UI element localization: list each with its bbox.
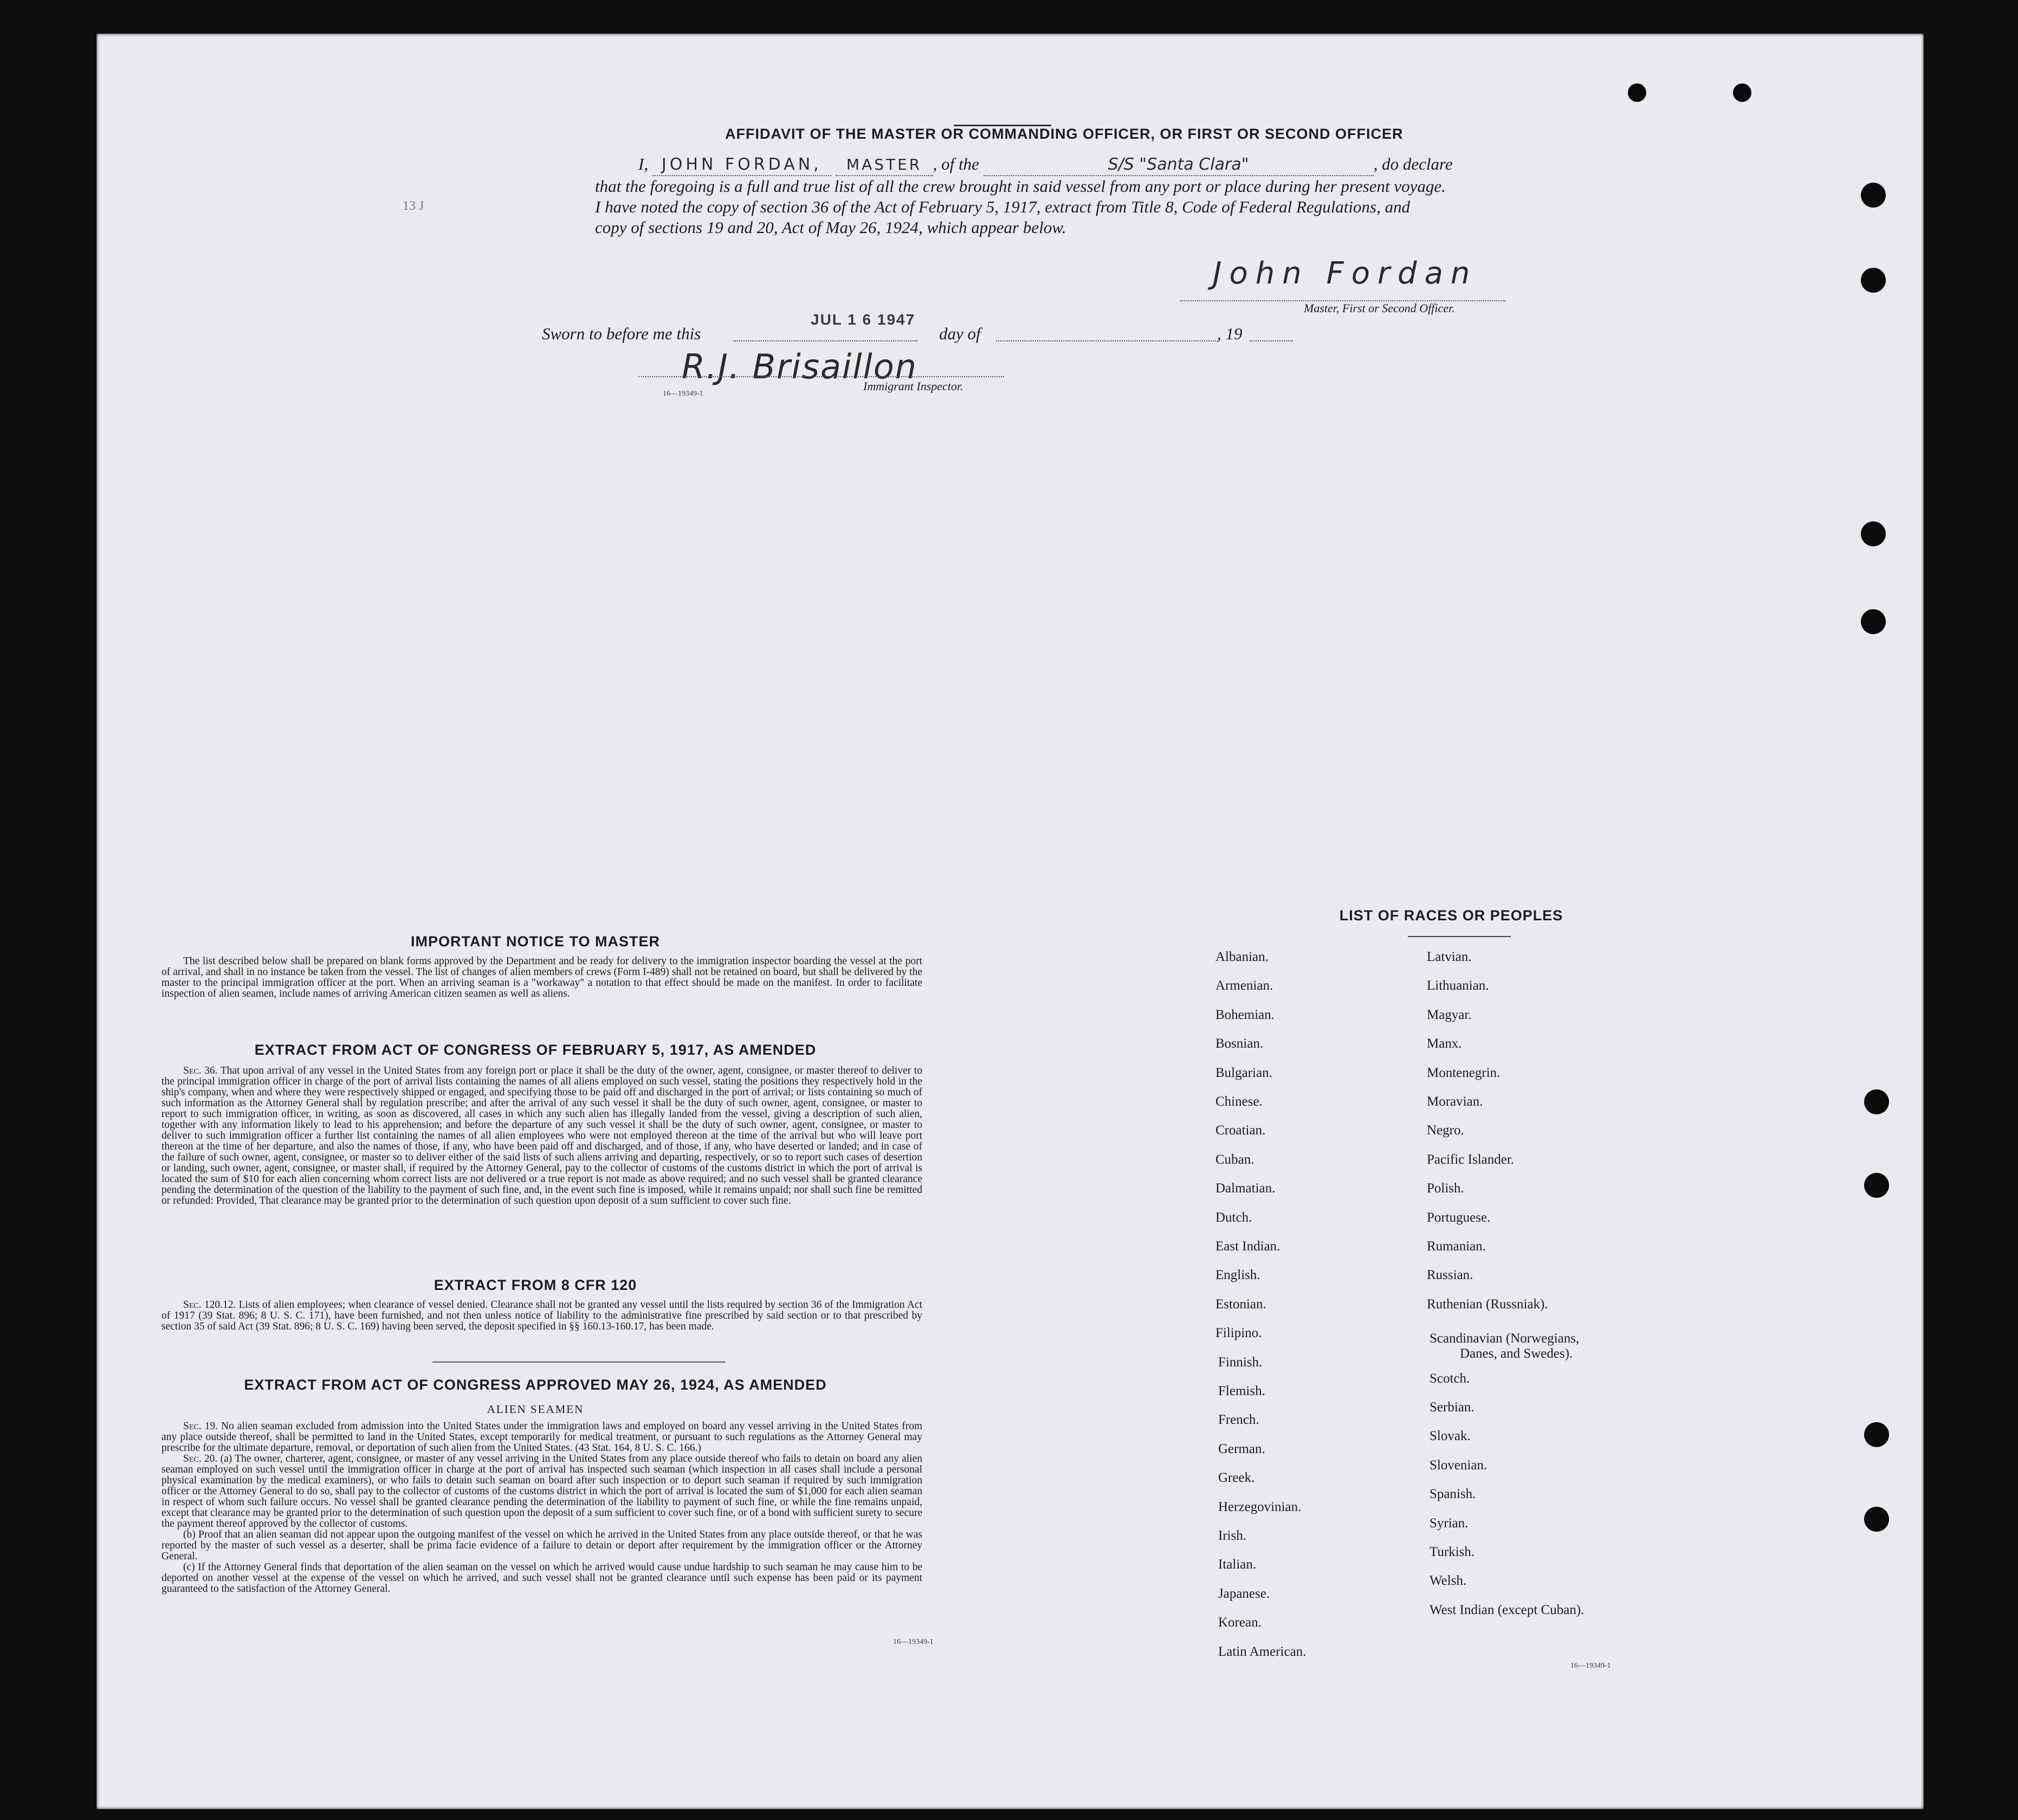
section-36-body: That upon arrival of any vessel in the United States from any foreign port or place it shall be the duty of the owner, agent, consignee, or master thereof to deliver to the principal immigration officer in charge of the port of arrival lists containing the names of all aliens employed on such vessel, stating the positions they respectively hold in the ship's company, when and where they were respectively shipped or engaged, and specifying those to be paid off and discharged in the port of arrival; or lists containing so much of such information as the Attorney General shall by regulation prescribe; and after the arrival of any such vessel it shall be the duty of such owner, agent, consignee, or master to report to such immigration officer, in writing, as soon as discovered, all cases in which any such alien has illegally landed from the vessel, giving a description of such alien, together with any information likely to lead to his apprehension; and before the departure of any such vessel it shall be the duty of such owner, agent, consignee, or master to deliver to such immigration officer a further list containing the names of all alien employees who were not employed thereon at the time of the arrival but who will leave port thereon at the time of her departure, and also the names of those, if any, who have been paid off and discharged, and of those, if any, who have deserted or landed; and in case of the failure of such owner, agent, consignee, or master so to deliver either of the said lists of such aliens arriving and departing, respectively, or so to report such cases of desertion or landing, such owner, agent, consignee, or master shall, if required by the Attorney General, pay to the collector of customs of the customs district in which the port of arrival is located the sum of $10 for each alien concerning whom correct lists are not delivered or a true report is not made as above required; and no such vessel shall be granted clearance pending the determination of the question of the liability to the payment of such fine, and, in the event such fine is imposed, while it remains unpaid; nor shall such fine be remitted or refunded: Provided, That clearance may be granted prior to the determination of such question upon deposit of a sum sufficient to cover such fine. [161,1065,922,1206]
race-item: Armenian. [1215,978,1273,993]
race-item: Scotch. [1430,1371,1470,1386]
punch-hole [1628,83,1646,102]
race-item: German. [1218,1441,1265,1456]
race-item: Cuban. [1215,1152,1254,1167]
section-120-body: Lists of alien employees; when clearance of vessel denied. Clearance shall not be granted any vessel until the lists required by section 36 of the Immigration Act of 1917 (39 Stat. 896; 8 U. S. C. 171), have been furnished, and not then unless notice of liability to the administrative fine prescribed by said section or to that prescribed by section 35 of said Act (39 Stat. 896; 8 U. S. C. 169) having been served, the deposit specified in §§ 160.13-160.17, has been made. [161,1299,922,1332]
race-item: Herzegovinian. [1218,1499,1302,1514]
master-signature: John Fordan [1213,256,1478,291]
punch-hole [1861,183,1886,208]
document-page [96,34,1924,1809]
extract-1924-text [161,1421,922,1595]
race-item: Irish. [1218,1528,1247,1543]
affidavit-line-4: copy of sections 19 and 20, Act of May 26, 1924, which appear below. [595,218,1066,237]
inspector-caption: Immigrant Inspector. [863,379,963,393]
race-item: West Indian (except Cuban). [1430,1602,1584,1617]
of-the-label: , of the [933,154,979,173]
section-120-label: Sec. 120.12. [183,1299,236,1311]
do-declare-label: , do declare [1373,154,1453,173]
section-20-label: Sec. 20. [183,1453,218,1464]
punch-hole [1864,1089,1889,1114]
race-item: Scandinavian (Norwegians, [1430,1331,1580,1346]
notice-title: IMPORTANT NOTICE TO MASTER [411,933,660,950]
notice-body: The list described below shall be prepared on blank forms approved by the Department and be ready for delivery to the immigration inspector boarding the vessel at the port of arrival, and shall in no instance be taken from the vessel. The list of changes of alien members of crews (Form I-489) shall not be retained on board, but shall be delivered by the master to the principal immigration officer at the port. When an arriving seaman is a "workaway" a notation to that effect should be made on the manifest. In order to facilitate inspection of alien seamen, include names of arriving American citizen seamen as well as aliens. [161,956,922,999]
affidavit-body [595,154,1608,238]
race-item: East Indian. [1215,1239,1280,1254]
inspector-signature-line [638,376,1004,377]
punch-hole [1861,609,1886,634]
margin-mark: 13 J [403,199,424,213]
race-item: Pacific Islander. [1427,1152,1515,1167]
section-20b-body: (b) Proof that an alien seaman did not appear upon the outgoing manifest of the vessel on which he arrived in the United States from any place outside thereof, or that he was reported by the master of such vessel as a deserter, shall be prima facie evidence of a failure to detain or deport after requirement by the immigration officer or the Attorney General. [161,1529,922,1562]
race-item: Greek. [1218,1470,1255,1486]
vessel-field: S/S "Santa Clara" [984,154,1374,176]
race-item: Serbian. [1430,1400,1474,1415]
year-line [1250,340,1293,341]
race-item: Slovenian. [1430,1457,1487,1473]
race-item: Latvian. [1427,950,1472,964]
affidavit-line-2: that the foregoing is a full and true list of all the crew brought in said vessel from any port or place during her present voyage. [595,177,1446,196]
sworn-date-line [733,340,917,341]
notice-text [161,956,922,999]
race-item: Russian. [1427,1268,1473,1283]
race-item: Bulgarian. [1215,1065,1272,1080]
race-item: Korean. [1218,1615,1262,1630]
punch-hole [1864,1422,1889,1447]
race-item: French. [1218,1412,1259,1428]
race-item: Lithuanian. [1427,978,1489,993]
race-item: Filipino. [1215,1326,1262,1341]
race-item: Spanish. [1430,1487,1476,1502]
race-item: Ruthenian (Russniak). [1427,1296,1548,1312]
race-item: Estonian. [1215,1296,1266,1312]
race-item: English. [1215,1268,1260,1283]
race-item: Flemish. [1218,1384,1265,1398]
extract-1917-text [161,1066,922,1206]
race-item: Finnish. [1218,1354,1263,1370]
punch-hole [1864,1173,1889,1198]
extract-cfr-title: EXTRACT FROM 8 CFR 120 [434,1277,637,1293]
sworn-label: Sworn to before me this [542,324,701,343]
section-20c-body: (c) If the Attorney General finds that deportation of the alien seaman on the vessel on which he arrived would cause undue hardship to such seaman he may cause him to be deported on another vessel at the expense of the vessel on which he arrived, and such vessel shall not be granted clearance until such expense has been paid or its payment guaranteed to the satisfaction of the Attorney General. [161,1561,922,1595]
race-item: Japanese. [1218,1586,1270,1601]
race-item: Chinese. [1215,1094,1263,1109]
race-item: Bosnian. [1215,1036,1264,1051]
race-item: Bohemian. [1215,1007,1275,1022]
punch-hole [1861,521,1886,546]
section-divider [432,1361,725,1363]
races-form-number: 16—19349-1 [1570,1662,1611,1670]
race-item: Moravian. [1427,1094,1483,1109]
race-item: Turkish. [1430,1545,1475,1559]
section-19-body: No alien seaman excluded from admission into the United States under the immigration laws and employed on board any vessel arriving in the United States from any place outside thereof, shall be permitted to land in the United States, except temporarily for medical treatment, or pursuant to such regulations as the Attorney General may prescribe for the ultimate departure, removal, or deportation of such alien from the United States. (43 Stat. 164, 8 U. S. C. 166.) [161,1421,923,1454]
race-item: Albanian. [1215,950,1269,964]
race-item: Portuguese. [1427,1210,1491,1225]
extract-1924-title: EXTRACT FROM ACT OF CONGRESS APPROVED MAY 26, 1924, AS AMENDED [244,1377,827,1393]
affidavit-title: AFFIDAVIT OF THE MASTER OR COMMANDING OFFICER, OR FIRST OR SECOND OFFICER [725,126,1403,142]
race-item: Italian. [1218,1557,1257,1572]
alien-seamen-subtitle: ALIEN SEAMEN [487,1403,584,1416]
affidavit-line-1 [595,154,1608,176]
rank-field: MASTER [836,154,933,176]
date-stamp: JUL 1 6 1947 [811,311,916,328]
section-19-label: Sec. 19. [183,1421,218,1432]
section-36-label: Sec. 36. [183,1065,218,1076]
race-item: Latin American. [1218,1644,1306,1659]
race-item: Dutch. [1215,1210,1252,1225]
race-item: Danes, and Swedes). [1460,1346,1573,1361]
race-item: Rumanian. [1427,1239,1486,1254]
race-item: Magyar. [1427,1007,1472,1022]
punch-hole [1864,1507,1889,1532]
master-signature-caption: Master, First or Second Officer. [1304,301,1455,315]
month-line [996,340,1218,341]
race-item: Syrian. [1430,1515,1469,1531]
affidavit-rule-line [954,125,1051,126]
race-item: Croatian. [1215,1123,1266,1138]
master-name-field: JOHN FORDAN, [652,154,831,176]
extract-form-number: 16—19349-1 [893,1638,934,1646]
form-number: 16—19349-1 [663,390,703,398]
section-20a-body: (a) The owner, charterer, agent, consignee, or master of any vessel arriving in the United States from any place outside thereof who fails to detain on board any alien seaman employed on such vessel until the immigration officer in charge at the port of arrival has inspected such seaman (which inspection in all cases shall include a personal physical examination by the medical examiners), or who fails to detain such seaman on board after such inspection or to deport such seaman if required by such immigration officer or the Attorney General to do so, shall pay to the collector of customs of the customs district in which the port of arrival is located the sum of $1,000 for each alien seaman in respect of whom such failure occurs. No vessel shall be granted clearance pending the determination of the liability to payment of such fine, or while the fine remains unpaid, except that clearance may be granted prior to the determination of such question upon the deposit of a sum sufficient to cover such fine, or of a bond with sufficient surety to secure the payment thereof approved by the collector of customs. [161,1453,923,1529]
punch-hole [1733,83,1751,102]
i-label: I, [638,154,649,173]
inspector-signature: R.J. Brisaillon [682,347,917,386]
race-item: Welsh. [1430,1573,1467,1589]
races-title-rule [1408,936,1511,937]
race-item: Polish. [1427,1181,1464,1196]
race-item: Slovak. [1430,1429,1471,1444]
affidavit-line-3: I have noted the copy of section 36 of the Act of February 5, 1917, extract from Title 8, Code of Federal Regulations, and [595,197,1411,216]
day-of-label: day of [939,324,981,343]
race-item: Manx. [1427,1036,1462,1051]
race-item: Montenegrin. [1427,1065,1500,1080]
year-label: , 19 [1217,324,1243,343]
extract-1917-title: EXTRACT FROM ACT OF CONGRESS OF FEBRUARY 5, 1917, AS AMENDED [254,1042,817,1058]
race-item: Dalmatian. [1215,1181,1276,1196]
races-title: LIST OF RACES OR PEOPLES [1339,907,1563,924]
race-item: Negro. [1427,1123,1464,1138]
punch-hole [1861,268,1886,293]
extract-cfr-text [161,1300,922,1332]
